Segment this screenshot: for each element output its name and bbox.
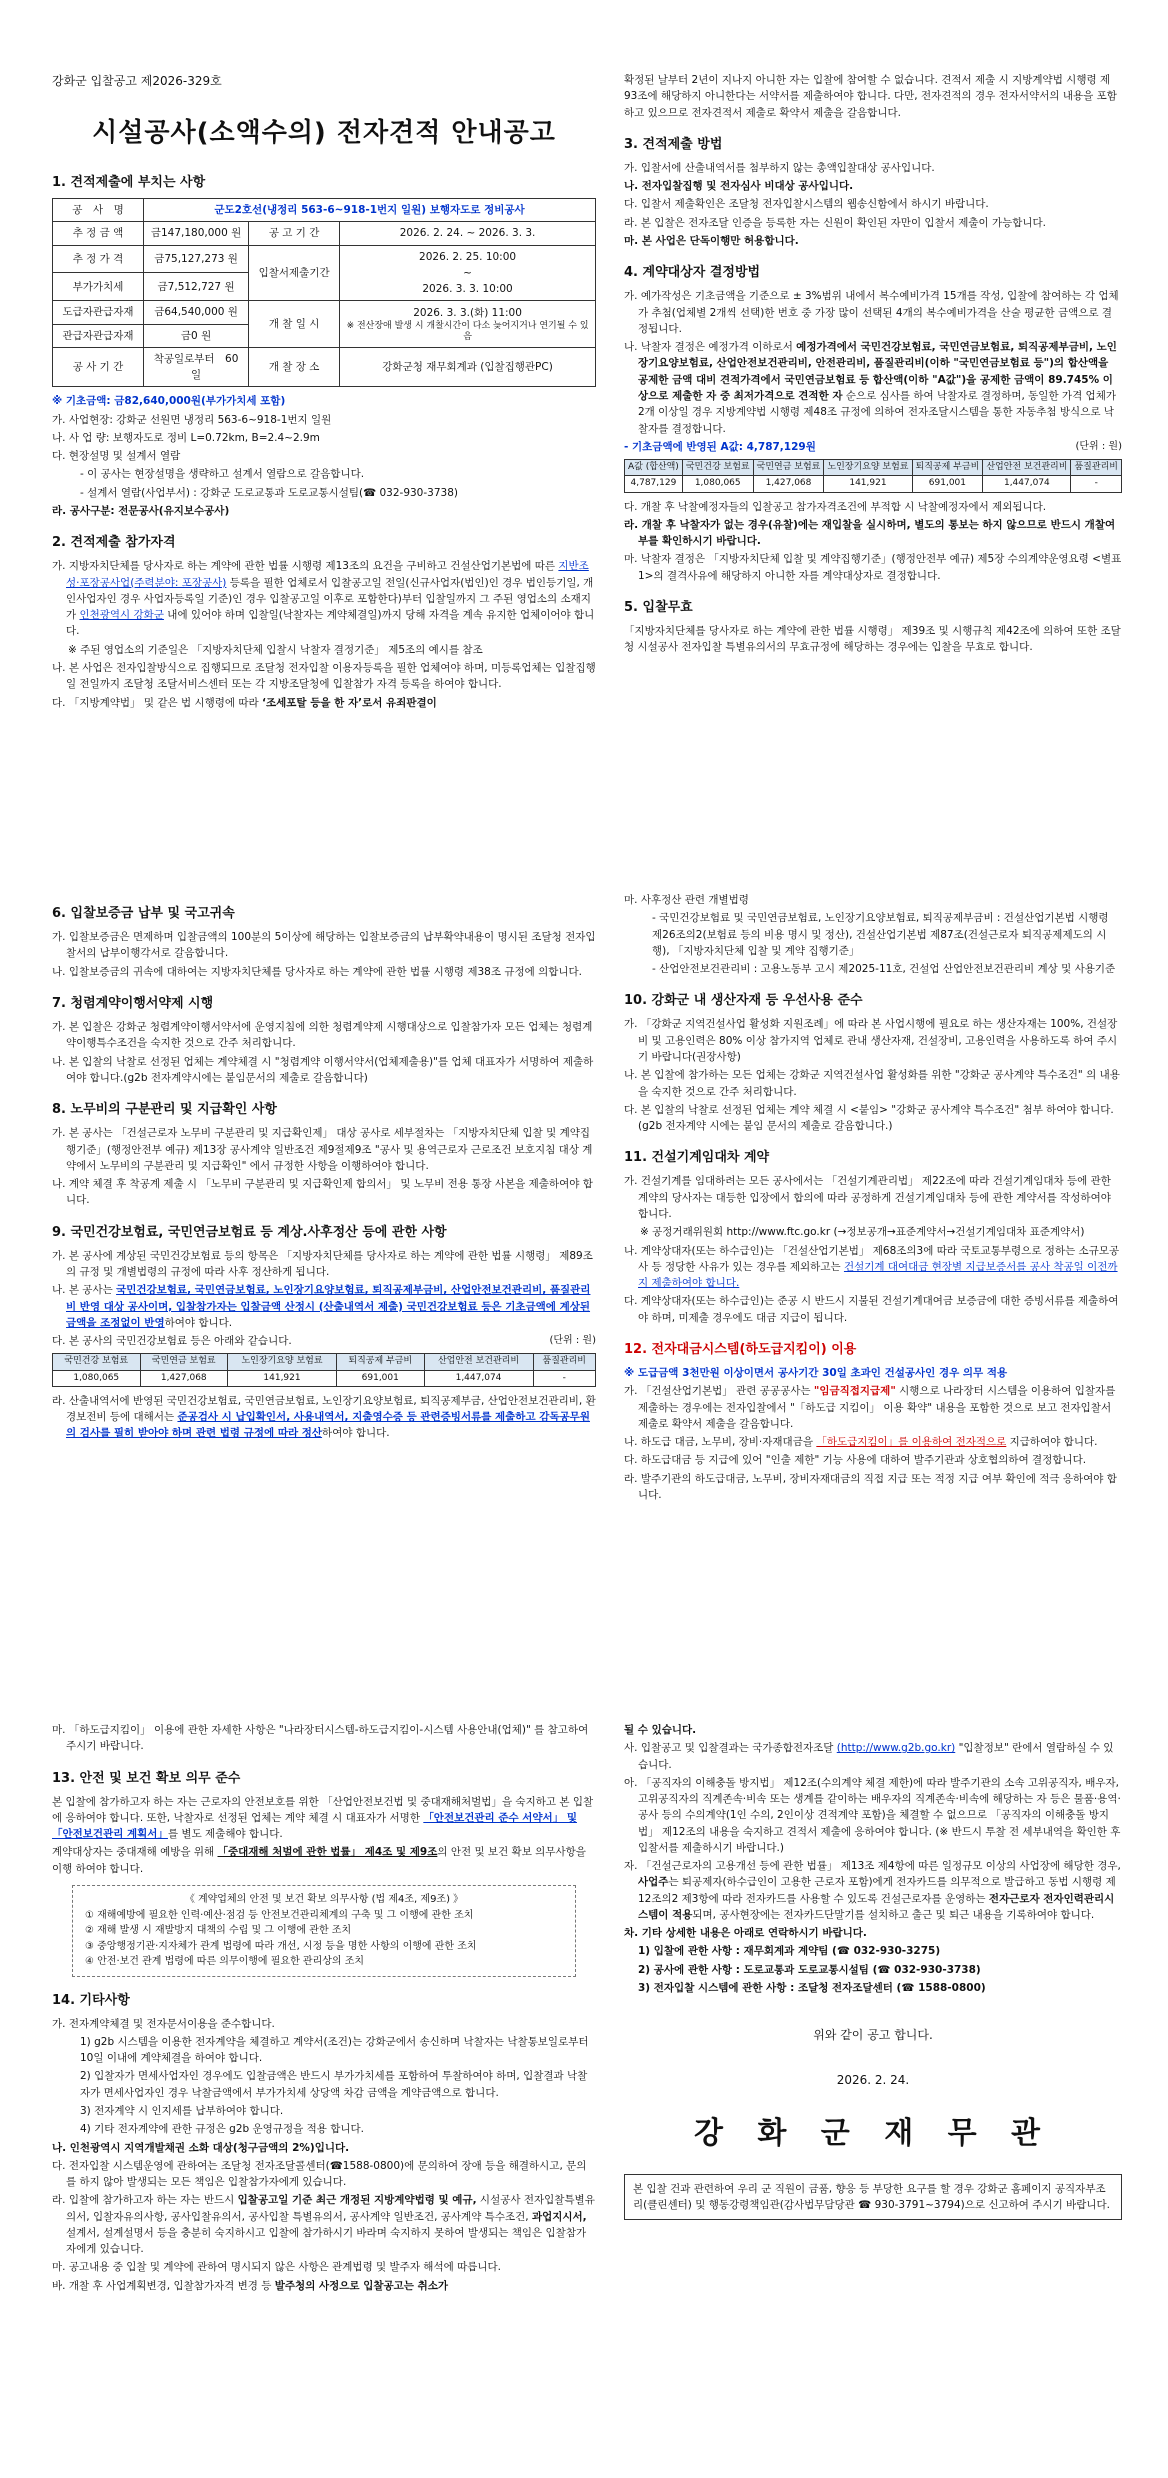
- s13-pledge: 「안전보건관리 준수 서약서」 및 「안전보건관리 계획서」: [52, 1811, 577, 1841]
- insurance-value-cell: 141,921: [228, 1370, 337, 1386]
- aval-value-cell: 1,080,065: [682, 476, 753, 492]
- s14-na: 나. 인천광역시 지역개발채권 소화 대상(청구금액의 2%)입니다.: [52, 2141, 350, 2154]
- s4-aval-row: [624, 439, 1122, 455]
- place-label: 개 찰 장 소: [249, 347, 340, 387]
- aval-value-cell: 691,001: [912, 476, 983, 492]
- s1-ra: 라. 공사구분: 전문공사(유지보수공사): [52, 505, 230, 518]
- s4-ga: 가. 예가작성은 기초금액을 기준으로 ± 3%범위 내에서 복수예비가격 15개를 작성, 입찰에 참여하는 각 업체가 추첨(업체별 2개씩 선택)한 번호 중 가장 많이 선택된 4개의 복수예비가격을 산술 평균한 금액으로 결정됩니다.: [624, 290, 1119, 335]
- s12-na-highlight: 「하도급지킴이」를 이용하여 전자적으로: [816, 1436, 1007, 1449]
- section-3-heading: 3. 견적제출 방법: [624, 136, 723, 152]
- insurance-value-cell: 1,427,068: [140, 1370, 228, 1386]
- insurance-table: [52, 1353, 596, 1387]
- section-7-heading: 7. 청렴계약이행서약제 시행: [52, 995, 214, 1011]
- section-1-heading: 1. 견적제출에 부치는 사항: [52, 174, 206, 190]
- r3-ja: 자. 「건설근로자의 고용개선 등에 관한 법률」 제13조 제4항에 따른 일정규모 이상의 사업장에 해당한 경우, 사업주는 퇴공제자(하수급인이 고용한 근로자 포함)에게 전자카드를 의무적으로 발급하고 동법 시행령 제12조의2 제3항에 따라 전자카드를 사용할 수 있도록 건설근로자를 운영하는 전자근로자 전자인력관리시스템이 적용되며, 공사현장에는 전자카드단말기를 설치하고 출근 및 퇴근 내용을 기록하여야 합니다.: [624, 1860, 1121, 1921]
- r3-a: 아. 「공직자의 이해충돌 방지법」 제12조(수의계약 체결 제한)에 따라 발주기관의 소속 고위공직자, 배우자, 고위공직자의 직계존속·비속 또는 생계를 같이하는 배우자의 직계존속·비속에 해당하는 자 등은 물품·용역·공사 등의 수의계약(1인 수의, 2인이상 견적계약 포함)을 체결할 수 없으므로 「공직자의 이해충돌 방지법」 제12조의 내용을 숙지하고 견적서 제출에 응하여야 합니다. (※ 반드시 투찰 전 세부내역을 확인한 후 입찰서를 제출하시기 바랍니다.): [624, 1776, 1121, 1854]
- section-9-heading: 9. 국민건강보험료, 국민연금보험료 등 계상.사후정산 등에 관한 사항: [52, 1224, 447, 1240]
- section-6-heading: 6. 입찰보증금 납부 및 국고귀속: [52, 906, 235, 921]
- r2-ma: 마. 사후정산 관련 개별법령: [624, 894, 749, 906]
- page2-left-column: [52, 890, 596, 1444]
- contact-system: 3) 전자입찰 시스템에 관한 사항 : 조달청 전자조달센터 (☎ 1588-0800): [638, 1981, 986, 1994]
- safety-item: ② 재해 발생 시 재발방지 대책의 수립 및 그 이행에 관한 조치: [85, 1925, 352, 1936]
- s3-da: 다. 입찰서 제출확인은 조달청 전자입찰시스템의 웹송신함에서 하시기 바랍니다.: [624, 198, 989, 211]
- s13-p1: 본 입찰에 참가하고자 하는 자는 근로자의 안전보호를 위한 「산업안전보건법 및 중대재해처벌법」을 숙지하고 본 입찰에 응하여야 합니다. 또한, 낙찰자로 선정된 업체는 계약 체결 시 대표자가 서명한 「안전보건관리 준수 서약서」 및 「안전보건관리 계획서」를 별도 제출해야 합니다.: [52, 1795, 594, 1841]
- safety-item: ③ 중앙행정기관·지자체가 관계 법령에 따라 개선, 시정 등을 명한 사항의 이행에 관한 조치: [85, 1940, 477, 1952]
- s13-law: 「중대재해 처벌에 관한 법률」 제4조 및 제9조: [217, 1846, 438, 1859]
- page3-left-column: [52, 1720, 596, 2296]
- page-2: [0, 870, 1168, 1670]
- s14-ga2: 2) 입찰자가 면세사업자인 경우에도 입찰금액은 반드시 부가가치세를 포함하여 투찰하여야 하며, 입찰결과 낙찰자가 면세사업자인 경우 낙찰금액에서 부가가치세 상당액 차감 금액을 계약금액으로 합니다.: [80, 2070, 588, 2099]
- estimate-label: 추 정 금 액: [53, 222, 144, 245]
- s8-ga: 가. 본 공사는 「건설근로자 노무비 구분관리 및 지급확인제」 대상 공사로 세부절차는 「지방자치단체 입찰 및 계약집행기준」(행정안전부 예규) 제13장 공사계약 일반조건 제9절제9조 "공사 및 용역근로자 근로조건 보호지침 대상 계약에서 노무비의 구분관리 및 지급확인" 에서 규정한 사항을 이행하여야 합니다.: [52, 1127, 593, 1172]
- contact-construction: 2) 공사에 관한 사항 : 도로교통과 도로교통시설팀 (☎ 032-930-3738): [638, 1963, 981, 1976]
- bid-info-table: [52, 198, 596, 387]
- gov-material-label: 도급자관급자재: [53, 301, 144, 324]
- aval-table: [624, 459, 1122, 493]
- s1-ga: 가. 사업현장: 강화군 선원면 냉정리 563-6~918-1번지 일원: [52, 413, 332, 426]
- section-13-heading: 13. 안전 및 보건 확보 의무 준수: [52, 1770, 241, 1786]
- s5-text: 「지방자치단체를 당사자로 하는 계약에 관한 법률 시행령」 제39조 및 시행규칙 제42조에 의하여 또한 조달청 시설공사 전자입찰 특별유의서의 무효규정에 해당하는 경우에는 입찰을 무효로 합니다.: [624, 625, 1121, 654]
- s14-ga1: 1) g2b 시스템을 이용한 전자계약을 체결하고 계약서(조건)는 강화군에서 송신하며 낙찰자는 낙찰통보일로부터 10일 이내에 계약체결을 하여야 합니다.: [80, 2035, 589, 2065]
- term-value: 착공일로부터 60일: [144, 347, 249, 387]
- s2-ga-region: 인천광역시 강화군: [79, 609, 164, 622]
- s4-unit: (단위 : 원): [1075, 440, 1122, 452]
- s12-ra: 라. 발주기관의 하도급대금, 노무비, 장비자재대금의 직접 지급 또는 적정 지급 여부 확인에 적극 응하여야 합니다.: [624, 1472, 1117, 1501]
- r2-ma1: - 국민건강보험료 및 국민연금보험료, 노인장기요양보험료, 퇴직공제부금비 : 건설산업기본법 시행령 제26조의2(보험료 등의 비용 명시 및 정산), 건설산업기본법 제87조(건설근로자 퇴직공제제도의 시행), 「지방자치단체 입찰 및 계약 집행기준」: [652, 912, 1109, 957]
- page-1: [0, 0, 1168, 860]
- notice-date: 2026. 2. 24.: [836, 2072, 910, 2087]
- section-5-heading: 5. 입찰무효: [624, 599, 693, 615]
- insurance-value-cell: 1,080,065: [53, 1370, 141, 1386]
- term-label: 공 사 기 간: [53, 347, 144, 387]
- s3-ma: 마. 본 사업은 단독이행만 허용합니다.: [624, 235, 799, 247]
- s1-da: 다. 현장설명 및 설계서 열람: [52, 450, 181, 463]
- s12-note: ※ 도급금액 3천만원 이상이면서 공사기간 30일 초과인 건설공사인 경우 의무 적용: [624, 1367, 1008, 1379]
- estimated-price-label: 추 정 가 격: [53, 245, 144, 273]
- submit-end: 2026. 3. 3. 10:00: [422, 283, 513, 296]
- s2-na: 나. 본 사업은 전자입찰방식으로 집행되므로 조달청 전자입찰 이용자등록을 필한 업체여야 하며, 미등록업체는 입찰집행일 전일까지 조달청 조달서비스센터 또는 각 지방조달청에 입찰참가 자격 등록을 하여야 합니다.: [52, 662, 596, 691]
- section-2-heading: 2. 견적제출 참가자격: [52, 535, 176, 551]
- s11-ga: 가. 건설기계를 임대하려는 모든 공사에서는 「건설기계관리법」 제22조에 따라 건설기계임대차 등에 관한 계약의 당사자는 대등한 입장에서 합의에 따라 공정하게 건설기계임대차 등에 관한 계약서를 작성하여야 합니다.: [624, 1175, 1111, 1220]
- aval-value-cell: 141,921: [824, 476, 912, 492]
- s8-na: 나. 계약 체결 후 착공계 제출 시 「노무비 구분관리 및 지급확인제 합의서」 및 노무비 전용 통장 사본을 제출하여야 합니다.: [52, 1178, 593, 1207]
- base-amount: ※ 기초금액: 금82,640,000원(부가가치세 포함): [52, 395, 286, 408]
- s2-da: 다. 「지방계약법」 및 같은 법 시행령에 따라 ‘조세포탈 등을 한 자’로서 유죄판결이: [52, 696, 437, 709]
- submit-start: 2026. 2. 25. 10:00: [419, 250, 517, 263]
- s4-da: 다. 개찰 후 낙찰예정자들의 입찰공고 참가자격조건에 부적합 시 낙찰예정자에서 제외됩니다.: [624, 500, 1047, 513]
- s13-p2: 계약대상자는 중대재해 예방을 위해 「중대재해 처벌에 관한 법률」 제4조 및 제9조의 안전 및 보건 확보 의무사항을 이행 하여야 합니다.: [52, 1846, 586, 1875]
- aval-header-cell: 국민건강 보험료: [682, 460, 753, 476]
- s10-ga: 가. 「강화군 지역건설사업 활성화 지원조례」에 따라 본 사업시행에 필요로 하는 생산자재는 100%, 건설장비 및 고용인력은 80% 이상 참가지역 업체로 관내 생산자재, 건설장비, 고용인력을 사용하도록 하여 주시기 바랍니다(권장사항): [624, 1018, 1118, 1063]
- s7-ga: 가. 본 입찰은 강화군 청렴계약이행서약서에 운영지침에 의한 청렴계약제 시행대상으로 입찰참가자 모든 업체는 청렴계약이행특수조건을 숙지한 것으로 간주 처리합니다.: [52, 1021, 593, 1050]
- safety-duties-box: [72, 1885, 576, 1977]
- insurance-header-cell: 국민건강 보험료: [53, 1354, 141, 1370]
- s2-da-highlight: ‘조세포탈 등을 한 자’로서 유죄판결이: [262, 696, 437, 709]
- section-12-heading: 12. 전자대금시스템(하도급지킴이) 이용: [624, 1341, 857, 1357]
- r3-sa: 사. 입찰공고 및 입찰결과는 국가종합전자조달 (http://www.g2b.go.kr) "입찰정보" 란에서 열람하실 수 있습니다.: [624, 1742, 1114, 1771]
- insurance-value-cell: -: [533, 1370, 596, 1386]
- s9-ra-highlight: 준공검사 시 납입확인서, 사용내역서, 지출영수증 등 관련증빙서류를 제출하고 감독공무원의 검사를 필히 받아야 하며 관련 법령 규정에 따라 정산: [66, 1411, 590, 1440]
- gov-material-value: 금64,540,000 원: [144, 301, 249, 324]
- opening-value: [340, 301, 596, 348]
- gov2-material-value: 금0 원: [144, 324, 249, 347]
- submit-tilde: ~: [463, 266, 472, 279]
- s4-ma: 마. 낙찰자 결정은 「지방자치단체 입찰 및 계약집행기준」(행정안전부 예규) 제5장 수의계약운영요령 <별표 1>의 결격사유에 해당하지 아니한 자를 계약대상자로 결정합니다.: [624, 553, 1122, 582]
- insurance-header-cell: 노인장기요양 보험료: [228, 1354, 337, 1370]
- page-title: 시설공사(소액수의) 전자견적 안내공고: [92, 117, 556, 148]
- aval-header-cell: 퇴직공제 부금비: [912, 460, 983, 476]
- s6-ga: 가. 입찰보증금은 면제하며 입찰금액의 100분의 5이상에 해당하는 입찰보증금의 납부확약내용이 명시된 조달청 전자입찰서의 납부이행각서로 갈음합니다.: [52, 931, 596, 960]
- aval-value-cell: 4,787,129: [625, 476, 683, 492]
- aval-header-cell: A값 (합산액): [625, 460, 683, 476]
- place-value: 강화군청 재무회계과 (입찰집행관PC): [340, 347, 596, 387]
- page-3: [0, 1700, 1168, 2470]
- notice-number: 강화군 입찰공고 제2026-329호: [52, 74, 222, 88]
- s4-ra: 라. 개찰 후 낙찰자가 없는 경우(유찰)에는 재입찰을 실시하며, 별도의 통보는 하지 않으므로 반드시 개찰여부를 확인하시기 바랍니다.: [624, 518, 1116, 548]
- notice-period-value: 2026. 2. 24. ~ 2026. 3. 3.: [340, 222, 596, 245]
- s2-ga-note: ※ 주된 영업소의 기준일은 「지방자치단체 입찰시 낙찰자 결정기준」 제5조의 예시를 참조: [68, 643, 483, 656]
- section-4-heading: 4. 계약대상자 결정방법: [624, 265, 761, 281]
- insurance-header-cell: 국민연금 보험료: [140, 1354, 228, 1370]
- s6-na: 나. 입찰보증금의 귀속에 대하여는 지방자치단체를 당사자로 하는 계약에 관한 법률 시행령 제38조 규정에 의합니다.: [52, 965, 583, 978]
- opening-datetime: 2026. 3. 3.(화) 11:00: [413, 307, 522, 320]
- insurance-value-cell: 691,001: [337, 1370, 425, 1386]
- s10-na: 나. 본 입찰에 참가하는 모든 업체는 강화군 지역건설사업 활성화를 위한 "강화군 공사계약 특수조건" 의 내용을 숙지한 것으로 간주 처리합니다.: [624, 1069, 1120, 1098]
- s14-ba: 바. 개찰 후 사업계획변경, 입찰참가자격 변경 등 발주청의 사정으로 입찰공고는 취소가: [52, 2279, 449, 2292]
- insurance-header-cell: 품질관리비: [533, 1354, 596, 1370]
- insurance-value-cell: 1,447,074: [424, 1370, 533, 1386]
- s10-da: 다. 본 입찰의 낙찰로 선정된 업체는 계약 체결 시 <붙임> "강화군 공사계약 특수조건" 첨부 하여야 합니다.(g2b 전자계약 시에는 붙임 문서의 제출로 갈음합니다.): [624, 1103, 1114, 1133]
- page3-right-column: [624, 1720, 1122, 2220]
- s11-da: 다. 계약상대자(또는 하수급인)는 준공 시 반드시 지불된 건설기계대여금 보증금에 대한 증빙서류를 제출하여야 하며, 미제출 경우에도 대금 지급이 됩니다.: [624, 1295, 1119, 1324]
- r2-ma2: - 산업안전보건관리비 : 고용노동부 고시 제2025-11호, 건설업 산업안전보건관리비 계상 및 사용기준: [652, 963, 1116, 976]
- vat-value: 금7,512,727 원: [144, 273, 249, 301]
- submit-period-label: 입찰서제출기간: [249, 245, 340, 301]
- s14-da: 다. 전자입찰 시스템운영에 관하여는 조달청 전자조달콜센터(☎1588-0800)에 문의하여 장애 등을 해결하시고, 문의를 하지 않아 발생되는 모든 책임은 입찰참가자에게 있습니다.: [52, 2159, 587, 2189]
- project-name-value: 군도2호선(냉정리 563-6~918-1번지 일원) 보행자도로 정비공사: [144, 199, 596, 222]
- section-10-heading: 10. 강화군 내 생산자재 등 우선사용 준수: [624, 993, 863, 1009]
- aval-header-cell: 노인장기요양 보험료: [824, 460, 912, 476]
- opening-note: ※ 전산장애 발생 시 개찰시간이 다소 늦어지거나 연기될 수 있음: [346, 321, 589, 343]
- insurance-header-cell: 산업안전 보건관리비: [424, 1354, 533, 1370]
- s14-ra: 라. 입찰에 참가하고자 하는 자는 반드시 입찰공고일 기준 최근 개정된 지방계약법령 및 예규, 시설공사 전자입찰특별유의서, 입찰자유의사항, 공사입찰유의서, 공사입찰 특별유의서, 공사계약 일반조건, 공사계약 특수조건, 과업지시서, 설계서, 설계설명서 등을 충분히 숙지하시고 입찰에 참가하시기 바라며 숙지하지 못하여 발생되는 책임은 입찰참가자에게 있습니다.: [52, 2194, 595, 2256]
- s9-da: 다. 본 공사의 국민건강보험료 등은 아래와 같습니다.: [52, 1335, 292, 1348]
- page2-right-column: [624, 890, 1122, 1505]
- aval-header-cell: 품질관리비: [1071, 460, 1122, 476]
- issuer-signature: 강 화 군 재 무 관: [693, 2116, 1053, 2152]
- s9-ra: 라. 산출내역서에 반영된 국민건강보험료, 국민연금보험료, 노인장기요양보험료, 퇴직공제부금, 산업안전보건관리비, 환경보전비 등에 대해서는 준공검사 시 납입확인서, 사용내역서, 지출영수증 등 관련증빙서류를 제출하고 감독공무원의 검사를 필히 받아야 하며 관련 법령 규정에 따라 정산하여야 합니다.: [52, 1394, 596, 1440]
- notice-period-label: 공 고 기 간: [249, 222, 340, 245]
- aval-header-cell: 국민연금 보험료: [753, 460, 824, 476]
- s2-ga-license: 지반조성·포장공사업(주력분야: 포장공사): [66, 560, 589, 589]
- gov2-material-label: 관급자관급자재: [53, 324, 144, 347]
- s7-na: 나. 본 입찰의 낙찰로 선정된 업체는 계약체결 시 "청렴계약 이행서약서(업체제출용)"를 업체 대표자가 서명하여 제출하여야 합니다.(g2b 전자계약시에는 붙임문서의 제출로 갈음합니다): [52, 1055, 594, 1084]
- section-8-heading: 8. 노무비의 구분관리 및 지급확인 사항: [52, 1102, 277, 1118]
- aval-value-cell: 1,447,074: [983, 476, 1071, 492]
- s14-ma: 마. 공고내용 중 입찰 및 계약에 관하여 명시되지 않은 사항은 관계법령 및 발주자 해석에 따릅니다.: [52, 2261, 501, 2274]
- s9-na: 나. 본 공사는 국민건강보험료, 국민연금보험료, 노인장기요양보험료, 퇴직공제부금비, 산업안전보건관리비, 품질관리비 반영 대상 공사이며, 입찰참가자는 입찰금액 산정시 (산출내역서 제출) 국민건강보험료 등은 기초금액에 계상된 금액을 조정없이 반영하여야 합니다.: [52, 1284, 591, 1329]
- aval-header-cell: 산업안전 보건관리비: [983, 460, 1071, 476]
- s11-na: 나. 계약상대자(또는 하수급인)는 「건설산업기본법」 제68조의3에 따라 국토교통부령으로 정하는 소규모공사 등 정당한 사유가 있는 경우를 제외하고는 건설기계 대여대금 현장별 지급보증서를 공사 착공일 이전까지 제출하여야 합니다.: [624, 1244, 1120, 1290]
- s11-note: ※ 공정거래위원회 http://www.ftc.go.kr (→정보공개→표준계약서→건설기계임대차 표준계약서): [640, 1226, 1085, 1239]
- s12-ga: 가. 「건설산업기본법」 관련 공공공사는 "임금직접지급제" 시행으로 나라장터 시스템을 이용하여 입찰자를 제출하는 경우에는 전자입찰에서 "「하도급 지킴이」 이용 확약" 내용을 포함한 것으로 보고 전자입찰서 제출로 확약서 제출을 갈음합니다.: [624, 1385, 1116, 1430]
- safety-item: ④ 안전·보건 관계 법령에 따른 의무이행에 필요한 관리상의 조치: [85, 1956, 365, 1967]
- l3-ma: 마. 「하도급지킴이」 이용에 관한 자세한 사항은 "나라장터시스템-하도급지킴이-시스템 사용안내(업체)" 를 참고하여 주시기 바랍니다.: [52, 1724, 589, 1753]
- s12-da: 다. 하도급대금 등 지급에 있어 "인출 제한" 기능 사용에 대하여 발주기관과 상호협의하여 결정합니다.: [624, 1454, 1087, 1467]
- safety-box-caption: 《 계약업체의 안전 및 보건 확보 의무사항 (법 제4조, 제9조) 》: [184, 1894, 464, 1905]
- project-name-label: 공 사 명: [53, 199, 144, 222]
- s3-ga: 가. 입찰서에 산출내역서를 첨부하지 않는 총액입찰대상 공사입니다.: [624, 161, 935, 174]
- s4-na: 나. 낙찰자 결정은 예정가격 이하로서 예정가격에서 국민건강보험료, 국민연금보험료, 퇴직공제부금비, 노인장기요양보험료, 산업안전보건관리비, 안전관리비, 품질관리비(이하 "국민연금보험료 등")의 합산액을 공제한 금액 대비 견적가격에서 국민연금보험료 등 합산액(이하 "A값")을 공제한 금액이 89.745% 이상으로 제출한 자 중 최저가격으로 견적한 자 순으로 심사를 하여 낙찰자로 결정하며, 동일한 가격 업체가 2개 이상일 경우 지방계약법 시행령 제48조 규정에 의하여 전자조달시스템을 통한 자동추첨 방식으로 낙찰자를 결정합니다.: [624, 341, 1117, 435]
- s1-na: 나. 사 업 량: 보행자도로 정비 L=0.72km, B=2.4~2.9m: [52, 431, 320, 444]
- insurance-header-cell: 퇴직공제 부금비: [337, 1354, 425, 1370]
- r3-top: 될 수 있습니다.: [624, 1724, 697, 1736]
- s3-na: 나. 전자입찰집행 및 전자심사 비대상 공사입니다.: [624, 180, 854, 193]
- vat-label: 부가가치세: [53, 273, 144, 301]
- estimate-value: 금147,180,000 원: [144, 222, 249, 245]
- s2-ga: 가. 지방자치단체를 당사자로 하는 계약에 관한 법률 시행령 제13조의 요건을 구비하고 건설산업기본법에 따른 지반조성·포장공사업(주력분야: 포장공사) 등록을 필한 업체로서 입찰공고일 전일(신규사업자(법인)인 경우 법인등기일, 개인사업자인 경우 사업자등록일 기준)인 경우 입찰공고일 이후로 포함한다)부터 입찰일까지 그 주된 영업소의 소재지가 인천광역시 강화군 내에 있어야 하며 입찰일(낙찰자는 계약체결일)까지 당해 자격을 계속 유지한 업체이어야 합니다.: [52, 560, 595, 638]
- s1-da2: - 설계서 열람(사업부서) : 강화군 도로교통과 도로교통시설팀(☎ 032-930-3738): [80, 486, 458, 499]
- r1-top: 확정된 날부터 2년이 지나지 아니한 자는 입찰에 참여할 수 없습니다. 견적서 제출 시 지방계약법 시행령 제93조에 해당하지 아니한다는 서약서를 제출하여야 합니다. 다만, 전자견적의 경우 전자서약서의 내용을 포함하고 있으므로 전자견적서 제출로 확약서 제출을 갈음합니다.: [624, 74, 1117, 119]
- opening-label: 개 찰 일 시: [249, 301, 340, 348]
- contact-bid: 1) 입찰에 관한 사항 : 재무회계과 계약팀 (☎ 032-930-3275): [638, 1945, 941, 1958]
- s11-na-highlight: 건설기계 대여대금 현장별 지급보증서를 공사 착공일 이전까지 제출하여야 합니다.: [638, 1260, 1118, 1290]
- section-14-heading: 14. 기타사항: [52, 1992, 130, 2008]
- s9-na-highlight: 국민건강보험료, 국민연금보험료, 노인장기요양보험료, 퇴직공제부금비, 산업안전보건관리비, 품질관리비 반영 대상 공사이며, 입찰참가자는 입찰금액 산정시 (산출내역서 제출) 국민건강보험료 등은 기초금액에 계상된 금액을 조정없이 반영: [66, 1284, 591, 1329]
- s12-na: 나. 하도급 대금, 노무비, 장비·자재대금을 「하도급지킴이」를 이용하여 전자적으로 지급하여야 합니다.: [624, 1436, 1098, 1449]
- estimated-price-value: 금75,127,273 원: [144, 245, 249, 273]
- s9-ga: 가. 본 공사에 계상된 국민건강보험료 등의 항목은 「지방자치단체를 당사자로 하는 계약에 관한 법률 시행령」 제89조의 규정 및 개별법령의 규정에 따라 사후 정산하게 됩니다.: [52, 1249, 593, 1279]
- report-notice-box: 본 입찰 건과 관련하여 우리 군 직원이 금품, 향응 등 부당한 요구를 할 경우 강화군 홈페이지 공직자부조리(클린센터) 및 행동강령책임관(감사법무담당관 ☎ 930-3791~3794)으로 신고하여 주시기 바랍니다.: [624, 2174, 1122, 2221]
- closing-text: 위와 같이 공고 합니다.: [813, 2028, 933, 2043]
- s3-ra: 라. 본 입찰은 전자조달 인증을 등록한 자는 신원이 확인된 자만이 입찰서 제출이 가능합니다.: [624, 216, 1047, 229]
- submit-period-value: [340, 245, 596, 301]
- safety-item: ① 재해예방에 필요한 인력·예산·점검 등 안전보건관리체계의 구축 및 그 이행에 관한 조치: [85, 1909, 474, 1921]
- s14-ga4: 4) 기타 전자계약에 관한 규정은 g2b 운영규정을 적용 합니다.: [80, 2123, 364, 2136]
- section-11-heading: 11. 건설기계임대차 계약: [624, 1150, 770, 1166]
- s14-ga: 가. 전자계약체결 및 전자문서이용을 준수합니다.: [52, 2017, 275, 2030]
- g2b-link[interactable]: (http://www.g2b.go.kr): [836, 1742, 956, 1755]
- s12-ga-highlight: "임금직접지급제": [813, 1385, 896, 1398]
- s14-ga3: 3) 전자계약 시 인지세를 납부하여야 합니다.: [80, 2104, 284, 2117]
- aval-value-cell: -: [1071, 476, 1122, 492]
- s1-da1: - 이 공사는 현장설명을 생략하고 설계서 열람으로 갈음합니다.: [80, 468, 365, 481]
- page1-right-column: [624, 70, 1122, 658]
- s4-na-criteria: 예정가격에서 국민건강보험료, 국민연금보험료, 퇴직공제부금비, 노인장기요양보험료, 산업안전보건관리비, 안전관리비, 품질관리비(이하 "국민연금보험료 등")의 합산액을 공제한 금액 대비 견적가격에서 국민연금보험료 등 합산액(이하 "A값")을 공제한 금액이 89.745% 이상으로 제출한 자 중 최저가격으로 견적한 자: [638, 341, 1117, 402]
- r3-cha: 차. 기타 상세한 내용은 아래로 연락하시기 바랍니다.: [624, 1927, 867, 1940]
- aval-value-cell: 1,427,068: [753, 476, 824, 492]
- s4-aval: - 기초금액에 반영된 A값: 4,787,129원: [624, 440, 816, 453]
- s9-unit: (단위 : 원): [549, 1335, 596, 1347]
- page1-left-column: [52, 70, 596, 713]
- s9-da-row: [52, 1333, 596, 1349]
